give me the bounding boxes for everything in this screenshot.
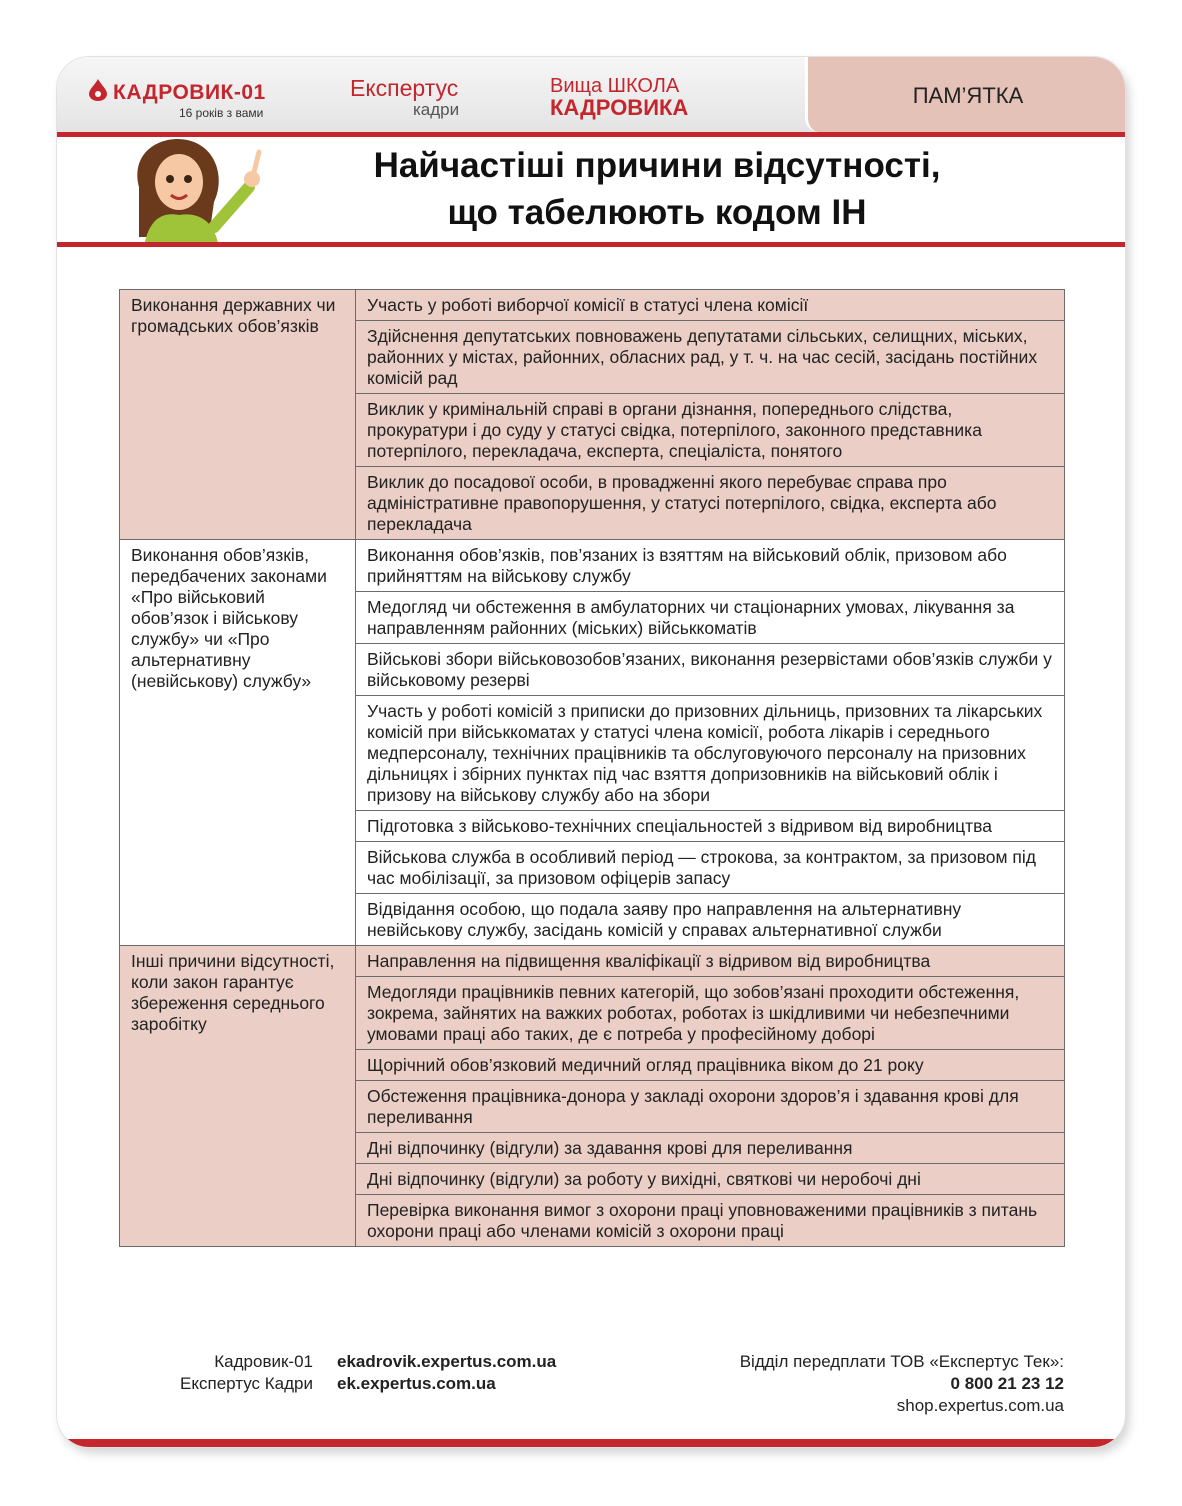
footer-divider	[57, 1439, 1125, 1447]
title-divider	[57, 242, 1125, 247]
school-logo[interactable]	[550, 75, 688, 121]
flame-icon	[89, 79, 107, 101]
footer-phone-text: 0 800 21 23 12	[950, 1374, 1064, 1393]
reason-cell: Відвідання особою, що подала заяву про направлення на альтернативну невійськову службу, засідань комісій у справах альтернативної служби	[356, 894, 1065, 946]
reasons-table-body	[120, 290, 1065, 1247]
reason-cell: Медогляд чи обстеження в амбулаторних чи стаціонарних умовах, лікування за направленням районних (міських) військкоматів	[356, 592, 1065, 644]
reason-cell: Медогляди працівників певних категорій, що зобов’язані проходити обстеження, зокрема, зайнятих на важких роботах, роботах із шкідливими чи небезпечними умовами праці або таких, де є потреба у професійному доборі	[356, 977, 1065, 1050]
title-line-2: що табелюють кодом ІН	[447, 193, 867, 232]
page-title	[277, 142, 1037, 236]
footer-phone[interactable]	[677, 1373, 1064, 1395]
page-sheet	[57, 57, 1125, 1447]
category-cell: Виконання обов’язків, передбачених законами «Про військовий обов’язок і військову службу» чи «Про альтернативну (невійськову) службу»	[120, 540, 356, 946]
table-row	[120, 290, 1065, 321]
footer-label-1: Кадровик-01	[214, 1352, 313, 1371]
expertus-logo[interactable]	[350, 75, 490, 120]
footer-url-2-text: ek.expertus.com.ua	[337, 1374, 496, 1393]
memo-tab	[805, 57, 1125, 132]
reason-cell: Перевірка виконання вимог з охорони праці уповноваженими працівників з питань охорони праці або членами комісій з охорони праці	[356, 1195, 1065, 1247]
table-row	[120, 946, 1065, 977]
reason-cell: Виконання обов’язків, пов’язаних із взяттям на військовий облік, призовом або прийняттям на військову службу	[356, 540, 1065, 592]
reason-cell: Виклик до посадової особи, в провадженні якого перебуває справа про адміністративне правопорушення, у статусі потерпілого, свідка, експерта або перекладача	[356, 467, 1065, 540]
school-logo-text: Вища ШКОЛА	[550, 75, 680, 97]
reason-cell: Направлення на підвищення кваліфікації з відривом від виробництва	[356, 946, 1065, 977]
expertus-logo-subtitle: кадри	[413, 100, 460, 119]
kadrovik-logo-subtitle: 16 років з вами	[179, 106, 264, 120]
kadrovik-logo-text: КАДРОВИК-01	[113, 81, 266, 104]
reasons-table	[119, 289, 1065, 1247]
reason-cell: Дні відпочинку (відгули) за роботу у вихідні, святкові чи неробочі дні	[356, 1164, 1065, 1195]
category-cell: Виконання державних чи громадських обов’язків	[120, 290, 356, 540]
expertus-logo-text: Експертус	[350, 75, 459, 101]
reason-cell: Участь у роботі комісій з приписки до призовних дільниць, призовних та лікарських комісій при військкоматах у статусі члена комісії, робота лікарів і середнього медперсоналу, технічних працівників та обслуговуючого персоналу на призовних дільницях і збірних пунктах під час взяття допризовників на військовий облік і призову на військову службу або на збори	[356, 696, 1065, 811]
table-row	[120, 540, 1065, 592]
reason-cell: Здійснення депутатських повноважень депутатами сільських, селищних, міських, районних у містах, районних, обласних рад, у т. ч. на час сесій, засідань постійних комісій рад	[356, 321, 1065, 394]
reason-cell: Щорічний обов’язковий медичний огляд працівника віком до 21 року	[356, 1050, 1065, 1081]
mascot-illustration	[119, 127, 279, 247]
reason-cell: Виклик у кримінальній справі в органи дізнання, попереднього слідства, прокуратури і до суду у статусі свідка, потерпілого, законного представника потерпілого, перекладача, експерта, спеціаліста, понятого	[356, 394, 1065, 467]
reason-cell: Підготовка з військово-технічних спеціальностей з відривом від виробництва	[356, 811, 1065, 842]
footer-url-2[interactable]	[337, 1373, 496, 1395]
footer-subscription-label: Відділ передплати ТОВ «Експертус Тек»:	[739, 1352, 1064, 1371]
memo-tab-label: ПАМ’ЯТКА	[912, 83, 1024, 108]
footer-url-1-text: ekadrovik.expertus.com.ua	[337, 1352, 557, 1371]
footer-shop-link[interactable]: shop.expertus.com.ua	[896, 1396, 1064, 1415]
reason-cell: Дні відпочинку (відгули) за здавання крові для переливання	[356, 1133, 1065, 1164]
footer-url-1[interactable]	[337, 1351, 556, 1373]
reason-cell: Участь у роботі виборчої комісії в статусі члена комісії	[356, 290, 1065, 321]
category-cell: Інші причини відсутності, коли закон гарантує збереження середнього заробітку	[120, 946, 356, 1247]
title-line-1: Найчастіші причини відсутності,	[373, 146, 941, 185]
school-logo-subtitle: КАДРОВИКА	[550, 95, 689, 120]
reason-cell: Військова служба в особливий період — строкова, за контрактом, за призовом під час мобілізації, за призовом офіцерів запасу	[356, 842, 1065, 894]
footer-label-2: Експертус Кадри	[180, 1374, 313, 1393]
reason-cell: Обстеження працівника-донора у закладі охорони здоров’я і здавання крові для переливання	[356, 1081, 1065, 1133]
reason-cell: Військові збори військовозобов’язаних, виконання резервістами обов’язків служби у військовому резерві	[356, 644, 1065, 696]
